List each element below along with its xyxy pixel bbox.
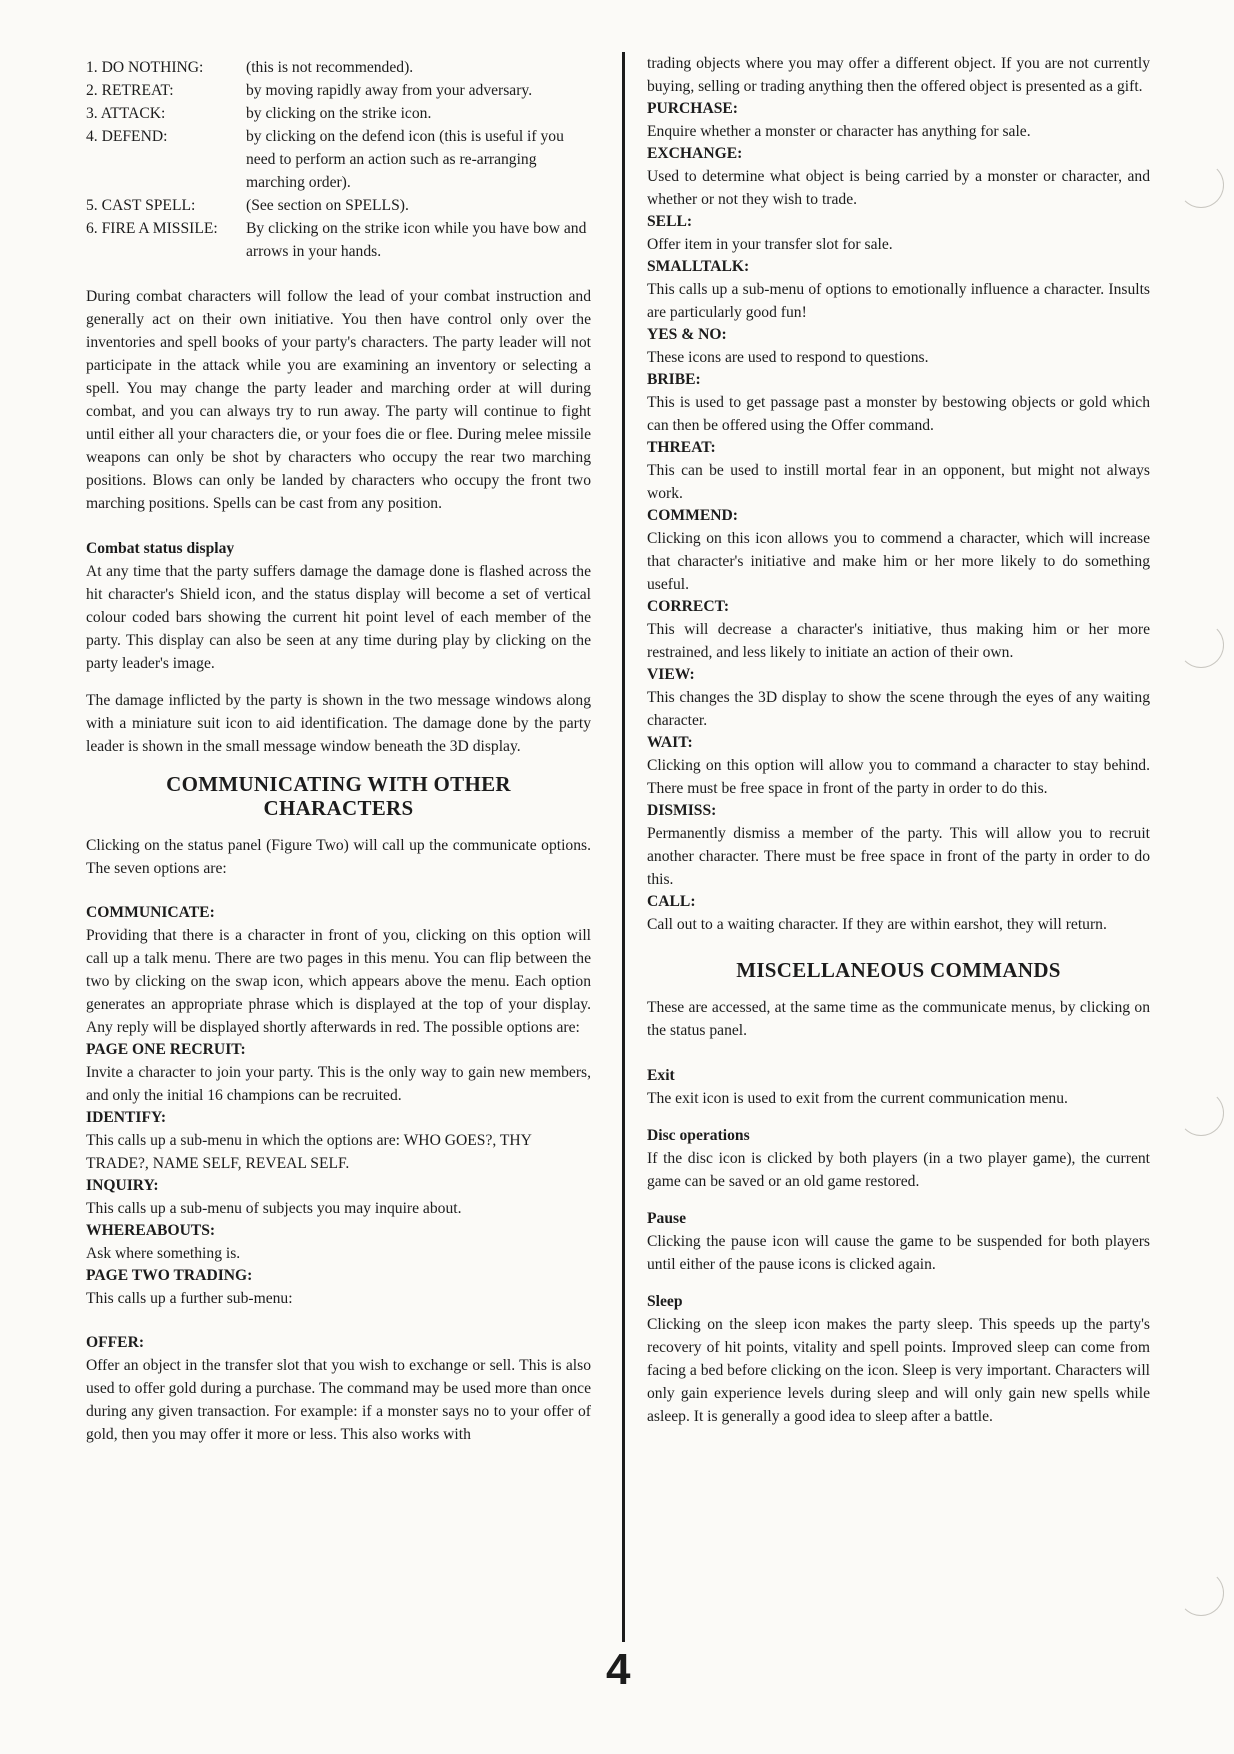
term-entry (647, 800, 1150, 891)
term-text: Providing that there is a character in front of you, clicking on this option will call up a talk menu. There are two pages in this menu. You can flip between the two by clicking on the swap icon, which appears above the menu. Each option generates an appropriate phrase which is displayed at the top of your display. Any reply will be displayed shortly afterwards in red. The possible options are: (86, 927, 591, 1036)
term-entry (647, 732, 1150, 800)
option-description: (this is not recommended). (246, 59, 414, 76)
term-text: Enquire whether a monster or character has anything for sale. (647, 123, 1031, 140)
term-entry (647, 256, 1150, 324)
option-description: by clicking on the strike icon. (246, 105, 432, 122)
term-text: This calls up a sub-menu of options to emotionally influence a character. Insults are particularly good fun! (647, 281, 1150, 321)
misc-item-text: Clicking on the sleep icon makes the party sleep. This speeds up the party's recovery of hit points, vitality and spell points. Improved sleep can come from facing a bed before clicking on the icon. Sleep is very important. Characters will only gain experience levels during sleep and will only gain new spells while asleep. It is generally a good idea to sleep after a battle. (647, 1316, 1150, 1425)
term-title: SMALLTALK: (647, 258, 750, 275)
combat-option (86, 79, 591, 102)
term-text: Used to determine what object is being carried by a monster or character, and whether or not they wish to trade. (647, 168, 1150, 208)
term-entry (647, 143, 1150, 211)
misc-heading: MISCELLANEOUS COMMANDS (736, 958, 1061, 982)
option-label: 4. DEFEND: (86, 128, 168, 145)
term-title: PAGE ONE RECRUIT: (86, 1041, 246, 1058)
combat-option (86, 102, 591, 125)
option-description: (See section on SPELLS). (246, 197, 409, 214)
term-entry (86, 1175, 591, 1220)
misc-item-text: The exit icon is used to exit from the current communication menu. (647, 1090, 1068, 1107)
term-entry (647, 211, 1150, 256)
term-text: Clicking on this icon allows you to commend a character, which will increase that character's initiative and make him or her more likely to do something useful. (647, 530, 1150, 593)
term-entry (647, 437, 1150, 505)
term-text: This can be used to instill mortal fear in an opponent, but might not always work. (647, 462, 1150, 502)
term-title: WAIT: (647, 734, 693, 751)
heading-line: COMMUNICATING WITH OTHER (166, 772, 511, 796)
option-label: 5. CAST SPELL: (86, 197, 196, 214)
term-entry (647, 596, 1150, 664)
column-divider (622, 52, 625, 1642)
misc-item-pause (647, 1207, 1150, 1276)
option-description: by moving rapidly away from your adversary. (246, 82, 533, 99)
misc-intro: These are accessed, at the same time as the communicate menus, by clicking on the status panel. (647, 999, 1150, 1039)
term-entry (647, 324, 1150, 369)
misc-item-exit (647, 1064, 1150, 1110)
term-text: This calls up a sub-menu of subjects you may inquire about. (86, 1200, 462, 1217)
term-text: Permanently dismiss a member of the party. This will allow you to recruit another character. There must be free space in front of the party in order to do this. (647, 825, 1150, 888)
term-entry (647, 369, 1150, 437)
misc-item-text: If the disc icon is clicked by both players (in a two player game), the current game can be saved or an old game restored. (647, 1150, 1150, 1190)
term-title: DISMISS: (647, 802, 717, 819)
combat-options-list (86, 56, 591, 263)
option-description: By clicking on the strike icon while you have bow and arrows in your hands. (246, 220, 587, 260)
term-title: COMMEND: (647, 507, 738, 524)
term-title: CORRECT: (647, 598, 730, 615)
term-text: This changes the 3D display to show the scene through the eyes of any waiting character. (647, 689, 1150, 729)
punch-hole-mark (1178, 1090, 1224, 1136)
term-title: YES & NO: (647, 326, 727, 343)
page-number: 4 (606, 1645, 631, 1694)
misc-item-title: Sleep (647, 1293, 683, 1310)
trading-continued: trading objects where you may offer a different object. If you are not currently buying, selling or trading anything then the offered object is presented as a gift. (647, 55, 1150, 95)
term-entry (647, 505, 1150, 596)
combat-option (86, 125, 591, 194)
term-entry (86, 902, 591, 1039)
heading-line: CHARACTERS (263, 796, 414, 820)
term-text: This is used to get passage past a monster by bestowing objects or gold which can then be offered using the Offer command. (647, 394, 1150, 434)
term-entry (86, 1039, 591, 1107)
punch-hole-mark (1178, 1570, 1224, 1616)
term-text: Offer an object in the transfer slot that you wish to exchange or sell. This is also used to offer gold during a purchase. The command may be used more than once during any given transaction. For example: if a monster says no to your offer of gold, then you may offer it more or less. This also works with (86, 1357, 591, 1443)
term-text: This calls up a further sub-menu: (86, 1290, 293, 1307)
term-title: IDENTIFY: (86, 1109, 167, 1126)
misc-item-sleep (647, 1290, 1150, 1428)
term-entry (647, 98, 1150, 143)
term-entry (647, 891, 1150, 936)
option-label: 2. RETREAT: (86, 82, 174, 99)
misc-item-title: Pause (647, 1210, 686, 1227)
term-title: THREAT: (647, 439, 716, 456)
term-text: Invite a character to join your party. This is the only way to gain new members, and only the initial 16 champions can be recruited. (86, 1064, 591, 1104)
term-entry (86, 1107, 591, 1175)
option-description: by clicking on the defend icon (this is useful if you need to perform an action such as re-arranging marching order). (246, 128, 564, 191)
term-text: Ask where something is. (86, 1245, 241, 1262)
misc-item-title: Exit (647, 1067, 675, 1084)
combat-option (86, 217, 591, 263)
term-title: OFFER: (86, 1334, 145, 1351)
option-label: 1. DO NOTHING: (86, 59, 204, 76)
punch-hole-mark (1178, 162, 1224, 208)
term-entry (86, 1220, 591, 1265)
combat-paragraph: During combat characters will follow the lead of your combat instruction and generally act on their own initiative. You then have control only over the inventories and spell books of your party's characters. The party leader will not participate in the attack while you are examining an inventory or selecting a spell. You may change the party leader and marching order at will during combat, and you can always try to run away. The party will continue to fight until either all your characters die, or your foes die or flee. During melee missile weapons can only be shot by characters who occupy the rear two marching positions. Blows can only be landed by characters who occupy the front two marching positions. Spells can be cast from any position. (86, 288, 591, 512)
option-label: 6. FIRE A MISSILE: (86, 220, 218, 237)
punch-hole-mark (1178, 622, 1224, 668)
combat-status-text: At any time that the party suffers damage the damage done is flashed across the hit character's Shield icon, and the status display will become a set of vertical colour coded bars showing the current hit point level of each member of the party. This display can also be seen at any time during play by clicking on the party leader's image. (86, 563, 591, 672)
term-title: INQUIRY: (86, 1177, 159, 1194)
misc-item-disc-operations (647, 1124, 1150, 1193)
term-title: WHEREABOUTS: (86, 1222, 216, 1239)
term-title: CALL: (647, 893, 696, 910)
term-title: BRIBE: (647, 371, 701, 388)
term-text: Offer item in your transfer slot for sale. (647, 236, 893, 253)
term-title: COMMUNICATE: (86, 904, 215, 921)
option-label: 3. ATTACK: (86, 105, 166, 122)
communicate-intro: Clicking on the status panel (Figure Two) will call up the communicate options. The seven options are: (86, 837, 591, 877)
term-text: Call out to a waiting character. If they are within earshot, they will return. (647, 916, 1107, 933)
term-text: This will decrease a character's initiative, thus making him or her more restrained, and less likely to initiate an action of their own. (647, 621, 1150, 661)
term-text: Clicking on this option will allow you to command a character to stay behind. There must be free space in front of the party in order to do this. (647, 757, 1150, 797)
term-title: PURCHASE: (647, 100, 738, 117)
term-title: PAGE TWO TRADING: (86, 1267, 253, 1284)
misc-item-title: Disc operations (647, 1127, 750, 1144)
misc-item-text: Clicking the pause icon will cause the game to be suspended for both players until either of the pause icons is clicked again. (647, 1233, 1150, 1273)
term-text: This calls up a sub-menu in which the options are: WHO GOES?, THY TRADE?, NAME SELF, REVEAL SELF. (86, 1132, 532, 1172)
term-entry (86, 1265, 591, 1310)
term-entry (86, 1332, 591, 1446)
term-title: VIEW: (647, 666, 695, 683)
left-column (86, 52, 591, 1446)
damage-text: The damage inflicted by the party is shown in the two message windows along with a miniature suit icon to aid identification. The damage done by the party leader is shown in the small message window beneath the 3D display. (86, 692, 591, 755)
term-entry (647, 664, 1150, 732)
term-text: These icons are used to respond to questions. (647, 349, 929, 366)
term-title: EXCHANGE: (647, 145, 743, 162)
right-column (647, 52, 1150, 1428)
term-title: SELL: (647, 213, 693, 230)
combat-option (86, 194, 591, 217)
communicating-heading (86, 772, 591, 820)
combat-option (86, 56, 591, 79)
combat-status-heading: Combat status display (86, 540, 235, 557)
